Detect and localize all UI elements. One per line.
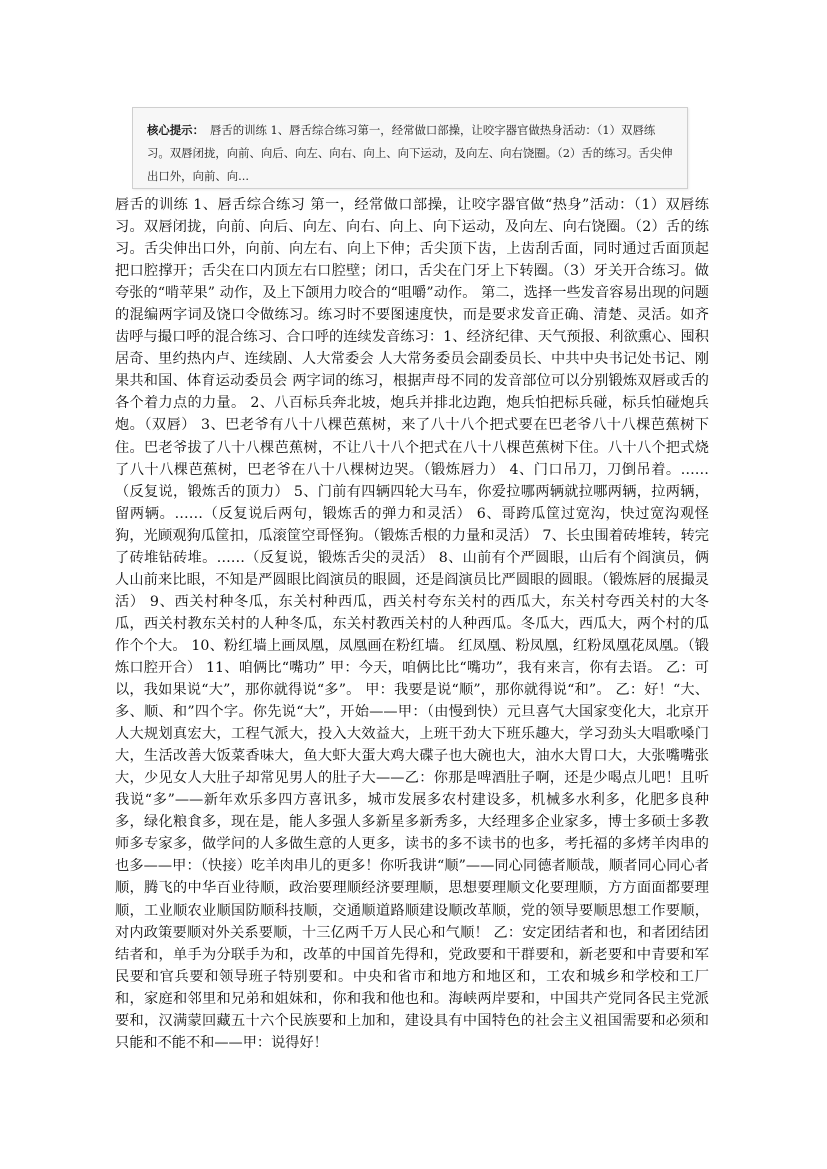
summary-text: 唇舌的训练 1、唇舌综合练习第一，经常做口部操，让咬字器官做热身活动：（1）双唇练习。双唇闭拢，向前、向后、向左、向右、向上、向下运动，及向左、向右饶圈。（2）舌的练习。舌尖伸出口外，向前、向... xyxy=(147,123,673,183)
summary-label: 核心提示： xyxy=(147,123,204,137)
summary-box xyxy=(132,107,688,189)
article-body: 唇舌的训练 1、唇舌综合练习 第一，经常做口部操，让咬字器官做“热身”活动：（1）双唇练习。双唇闭拢，向前、向后、向左、向右、向上、向下运动，及向左、向右饶圈。（2）舌的练习。舌尖伸出口外，向前、向左右、向上下伸；舌尖顶下齿，上齿刮舌面，同时通过舌面顶起把口腔撑开；舌尖在口内顶左右口腔壁；闭口，舌尖在门牙上下转圈。（3）牙关开合练习。做夸张的“啃苹果” 动作，及上下颌用力咬合的“咀嚼”动作。 第二，选择一些发音容易出现的问题的混编两字词及饶口令做练习。练习时不要图速度快，而是要求发音正确、清楚、灵活。如齐齿呼与撮口呼的混合练习、合口呼的连续发音练习：1、经济纪律、天气预报、利欲熏心、囤积居奇、里约热内卢、连续剧、人大常委会 人大常务委员会副委员长、中共中央书记处书记、刚果共和国、体育运动委员会 两字词的练习，根据声母不同的发音部位可以分别锻炼双唇或舌的各个着力点的力量。 2、八百标兵奔北坡，炮兵并排北边跑，炮兵怕把标兵碰，标兵怕碰炮兵炮。（双唇） 3、巴老爷有八十八棵芭蕉树，来了八十八个把式要在巴老爷八十八棵芭蕉树下住。巴老爷拔了八十八棵芭蕉树，不让八十八个把式在八十八棵芭蕉树下住。八十八个把式烧了八十八棵芭蕉树，巴老爷在八十八棵树边哭。（锻炼唇力） 4、门口吊刀，刀倒吊着。……（反复说，锻炼舌的顶力） 5、门前有四辆四轮大马车，你爱拉哪两辆就拉哪两辆，拉两辆，留两辆。……（反复说后两句，锻炼舌的弹力和灵活） 6、哥跨瓜筐过宽沟，快过宽沟观怪狗，光顾观狗瓜筐扣，瓜滚筐空哥怪狗。（锻炼舌根的力量和灵活） 7、长虫围着砖堆转，转完了砖堆钻砖堆。……（反复说，锻炼舌尖的灵活） 8、山前有个严圆眼，山后有个阎演员，俩人山前来比眼，不知是严圆眼比阎演员的眼圆，还是阎演员比严圆眼的圆眼。（锻炼唇的展撮灵活） 9、西关村种冬瓜，东关村种西瓜，西关村夸东关村的西瓜大，东关村夸西关村的大冬瓜，西关村教东关村的人种冬瓜，东关村教西关村的人种西瓜。冬瓜大，西瓜大，两个村的瓜作个个大。 10、粉红墙上画凤凰，凤凰画在粉红墙。 红凤凰、粉凤凰，红粉凤凰花凤凰。（锻炼口腔开合） 11、咱俩比“嘴功” 甲：今天，咱俩比比“嘴功”，我有来言，你有去语。 乙：可以，我如果说“大”，那你就得说“多”。 甲：我要是说“顺”，那你就得说“和”。 乙：好！“大、多、顺、和”四个字。你先说“大”，开始——甲：（由慢到快）元旦喜气大国家变化大，北京开人大规划真宏大，工程气派大，投入大效益大，上班干劲大下班乐趣大，学习劲头大唱歌嗓门大，生活改善大饭菜香味大，鱼大虾大蛋大鸡大碟子也大碗也大，油水大胃口大，大张嘴嘴张大，少见女人大肚子却常见男人的肚子大——乙：你那是啤酒肚子啊，还是少喝点儿吧！且听我说“多”——新年欢乐多四方喜讯多，城市发展多农村建设多，机械多水利多，化肥多良种多，绿化粮食多，现在是，能人多强人多新星多新秀多，大经理多企业家多，博士多硕士多教师多专家多，做学问的人多做生意的人更多，读书的多不读书的也多，考托福的多烤羊肉串的也多——甲：（快接）吃羊肉串儿的更多！你听我讲“顺”——同心同德者顺哉，顺者同心同心者顺，腾飞的中华百业待顺，政治要理顺经济要理顺，思想要理顺文化要理顺，方方面面都要理顺，工业顺农业顺国防顺科技顺，交通顺道路顺建设顺改革顺，党的领导要顺思想工作要顺，对内政策要顺对外关系要顺，十三亿两千万人民心和气顺！ 乙：安定团结者和也，和者团结团结者和，单手为分联手为和，改革的中国首先得和，党政要和干群要和，新老要和中青要和军民要和官兵要和领导班子特别要和。中央和省市和地方和地区和，工农和城乡和学校和工厂和，家庭和邻里和兄弟和姐妹和，你和我和他也和。海峡两岸要和，中国共产党同各民主党派要和，汉满蒙回藏五十六个民族要和上加和，建设具有中国特色的社会主义祖国需要和必须和只能和不能不和——甲：说得好！ xyxy=(115,197,709,1051)
